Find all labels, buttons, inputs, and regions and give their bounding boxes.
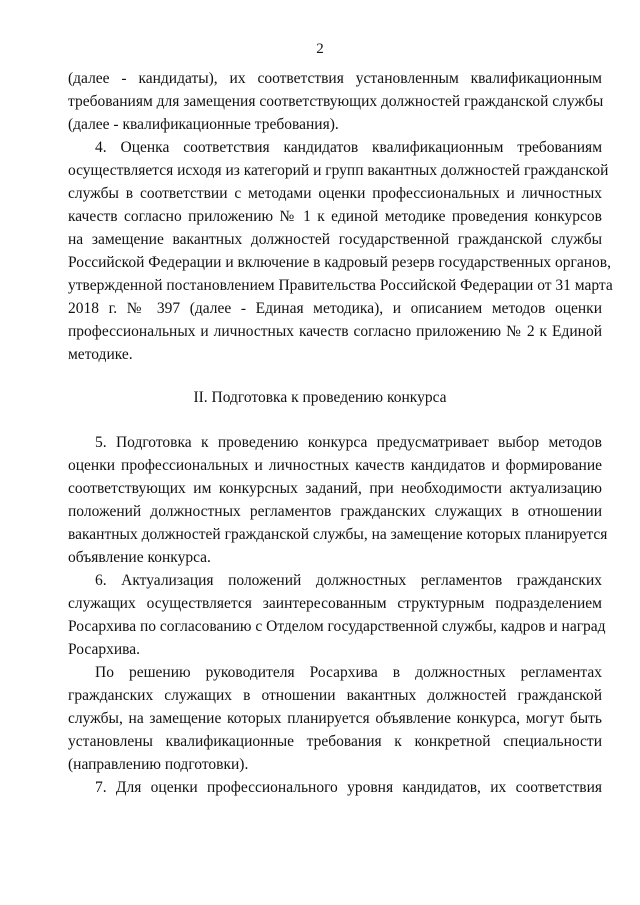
text-line: соответствующих им конкурсных заданий, при необходимости актуализацию	[68, 480, 602, 497]
text-line: требованиям для замещения соответствующих должностей гражданской службы	[68, 93, 604, 110]
page-number: 2	[316, 41, 324, 57]
text-line: (направлению подготовки).	[68, 756, 249, 773]
text-line: службы, на замещение которых планируется объявление конкурса, могут быть	[68, 710, 602, 727]
paragraph-5-first-line: 5. Подготовка к проведению конкурса предусматривает выбор методов	[95, 434, 602, 451]
text-line: вакантных должностей гражданской службы, на замещение которых планируется	[68, 526, 608, 543]
text-line: служащих осуществляется заинтересованным структурным подразделением	[68, 595, 602, 612]
text-line: объявление конкурса.	[68, 549, 211, 566]
text-line: утвержденной постановлением Правительства Российской Федерации от 31 марта	[68, 277, 613, 294]
text-line: установлены квалификационные требования к конкретной специальности	[68, 733, 602, 750]
section-heading: II. Подготовка к проведению конкурса	[193, 389, 447, 406]
text-line: 2018 г. № 397 (далее - Единая методика), и описанием методов оценки	[68, 300, 602, 317]
paragraph-4-first-line: 4. Оценка соответствия кандидатов квалификационным требованиям	[95, 139, 602, 156]
text-line: профессиональных и личностных качеств согласно приложению № 2 к Единой	[68, 323, 602, 340]
text-line: Росархива.	[68, 641, 140, 658]
text-line: методике.	[68, 346, 133, 363]
body-text-block-2	[68, 431, 608, 799]
text-line: (далее - квалификационные требования).	[68, 116, 339, 133]
paragraph-6-first-line: 6. Актуализация положений должностных регламентов гражданских	[95, 572, 602, 589]
text-line: осуществляется исходя из категорий и групп вакантных должностей гражданской	[68, 162, 609, 179]
text-line: Российской Федерации и включение в кадровый резерв государственных органов,	[68, 254, 611, 271]
text-line: качеств согласно приложению № 1 к единой методике проведения конкурсов	[68, 208, 602, 225]
text-line: службы в соответствии с методами оценки профессиональных и личностных	[68, 185, 602, 202]
text-line: положений должностных регламентов гражданских служащих в отношении	[68, 503, 602, 520]
text-line: Росархива по согласованию с Отделом государственной службы, кадров и наград	[68, 618, 606, 635]
paragraph-first-line: По решению руководителя Росархива в должностных регламентах	[95, 664, 602, 681]
body-text-block-1	[68, 67, 613, 366]
paragraph-7-first-line: 7. Для оценки профессионального уровня кандидатов, их соответствия	[95, 779, 602, 796]
text-line: оценки профессиональных и личностных качеств кандидатов и формирование	[68, 457, 602, 474]
text-line: на замещение вакантных должностей государственной гражданской службы	[68, 231, 602, 248]
text-line: (далее - кандидаты), их соответствия установленным квалификационным	[68, 70, 602, 87]
text-line: гражданских служащих в отношении вакантных должностей гражданской	[68, 687, 602, 704]
